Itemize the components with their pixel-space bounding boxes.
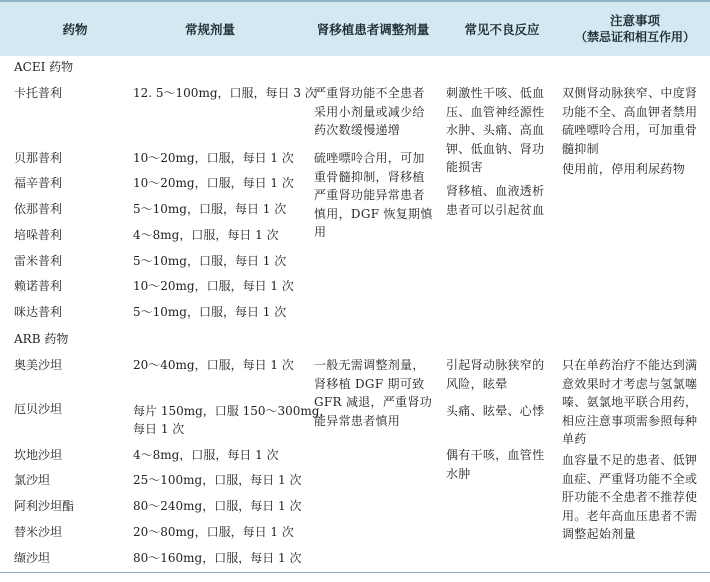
drug-dose: 80～240mg，口服，每日 1 次 xyxy=(133,499,302,513)
drug-dose: 4～8mg，口服，每日 1 次 xyxy=(133,228,279,242)
drug-dose: 20～80mg，口服，每日 1 次 xyxy=(133,525,294,539)
header-dose: 常规剂量 xyxy=(184,21,235,37)
drug-name: 咪达普利 xyxy=(14,305,63,319)
drug-name: 替米沙坦 xyxy=(14,525,63,539)
drug-name: 缬沙坦 xyxy=(14,551,51,565)
acei-adverse-2: 肾移植、血液透析患者可以引起贫血 xyxy=(446,184,545,217)
drug-name: 雷米普利 xyxy=(14,254,63,268)
drug-name: 奥美沙坦 xyxy=(14,358,63,372)
arb-adverse-2: 头痛、眩晕、心悸 xyxy=(446,404,545,418)
drug-dose: 12. 5～100mg，口服，每日 3 次 xyxy=(133,86,317,100)
drug-name: 阿利沙坦酯 xyxy=(14,499,75,513)
drug-dose-cont: 每日 1 次 xyxy=(133,422,185,436)
drug-name: 厄贝沙坦 xyxy=(14,402,63,416)
arb-adverse-3: 偶有干咳，血管性水肿 xyxy=(446,448,545,481)
drug-name: 赖诺普利 xyxy=(14,279,63,293)
drug-name: 福辛普利 xyxy=(14,176,63,190)
arb-notes-1: 只在单药治疗不能达到满意效果时才考虑与氢氯噻嗪、氨氯地平联合用药，相应注意事项需参照每种单药 xyxy=(562,358,698,446)
table-bottom-rule xyxy=(0,572,710,573)
acei-renal-2: 硫唑嘌呤合用，可加重骨髓抑制，肾移植严重肾功能异常患者慎用，DGF 恢复期慎用 xyxy=(314,151,433,239)
drug-dose: 5～10mg，口服，每日 1 次 xyxy=(133,305,287,319)
drug-dose: 20～40mg，口服，每日 1 次 xyxy=(133,358,294,372)
drug-dose: 10～20mg，口服，每日 1 次 xyxy=(133,151,294,165)
drug-name: 贝那普利 xyxy=(14,151,63,165)
header-adverse: 常见不良反应 xyxy=(464,21,540,37)
drug-dose: 25～100mg，口服，每日 1 次 xyxy=(133,473,302,487)
section-arb: ARB 药物 xyxy=(14,332,69,346)
arb-adverse-1: 引起肾动脉狭窄的风险，眩晕 xyxy=(446,358,545,391)
header-notes: 注意事项 （禁忌证和相互作用） xyxy=(574,13,695,44)
acei-renal-1: 严重肾功能不全患者采用小剂量或减少给药次数缓慢递增 xyxy=(314,86,425,137)
acei-adverse-1: 刺激性干咳、低血压、血管神经源性水肿、头痛、高血钾、低血钠、肾功能损害 xyxy=(446,86,545,174)
header-drug: 药物 xyxy=(62,21,88,37)
drug-dose: 5～10mg，口服，每日 1 次 xyxy=(133,254,287,268)
drug-dose: 4～8mg，口服，每日 1 次 xyxy=(133,448,279,462)
drug-name: 卡托普利 xyxy=(14,86,63,100)
drug-name: 坎地沙坦 xyxy=(14,448,63,462)
drug-dose: 5～10mg，口服，每日 1 次 xyxy=(133,202,287,216)
drug-dose: 10～20mg，口服，每日 1 次 xyxy=(133,279,294,293)
header-renal: 肾移植患者调整剂量 xyxy=(316,21,430,37)
acei-notes-2: 使用前，停用利尿药物 xyxy=(562,162,686,176)
arb-renal-1: 一般无需调整剂量，肾移植 DGF 期可致GFR 减退，严重肾功能异常患者慎用 xyxy=(314,358,433,428)
drug-name: 依那普利 xyxy=(14,202,63,216)
table-header xyxy=(0,0,710,56)
drug-dose: 每片 150mg，口服 150～300mg， xyxy=(133,404,332,418)
arb-notes-2: 血容量不足的患者、低钾血症、严重肾功能不全或肝功能不全患者不推荐使用。老年高血压患者不需调整起始剂量 xyxy=(562,453,698,541)
acei-notes-1: 双侧肾动脉狭窄、中度肾功能不全、高血钾者禁用硫唑嘌呤合用，可加重骨髓抑制 xyxy=(562,86,698,156)
section-acei: ACEI 药物 xyxy=(14,60,74,74)
drug-name: 培哚普利 xyxy=(14,228,63,242)
drug-name: 氯沙坦 xyxy=(14,473,51,487)
drug-dose: 80～160mg，口服，每日 1 次 xyxy=(133,551,302,565)
drug-dose: 10～20mg，口服，每日 1 次 xyxy=(133,176,294,190)
